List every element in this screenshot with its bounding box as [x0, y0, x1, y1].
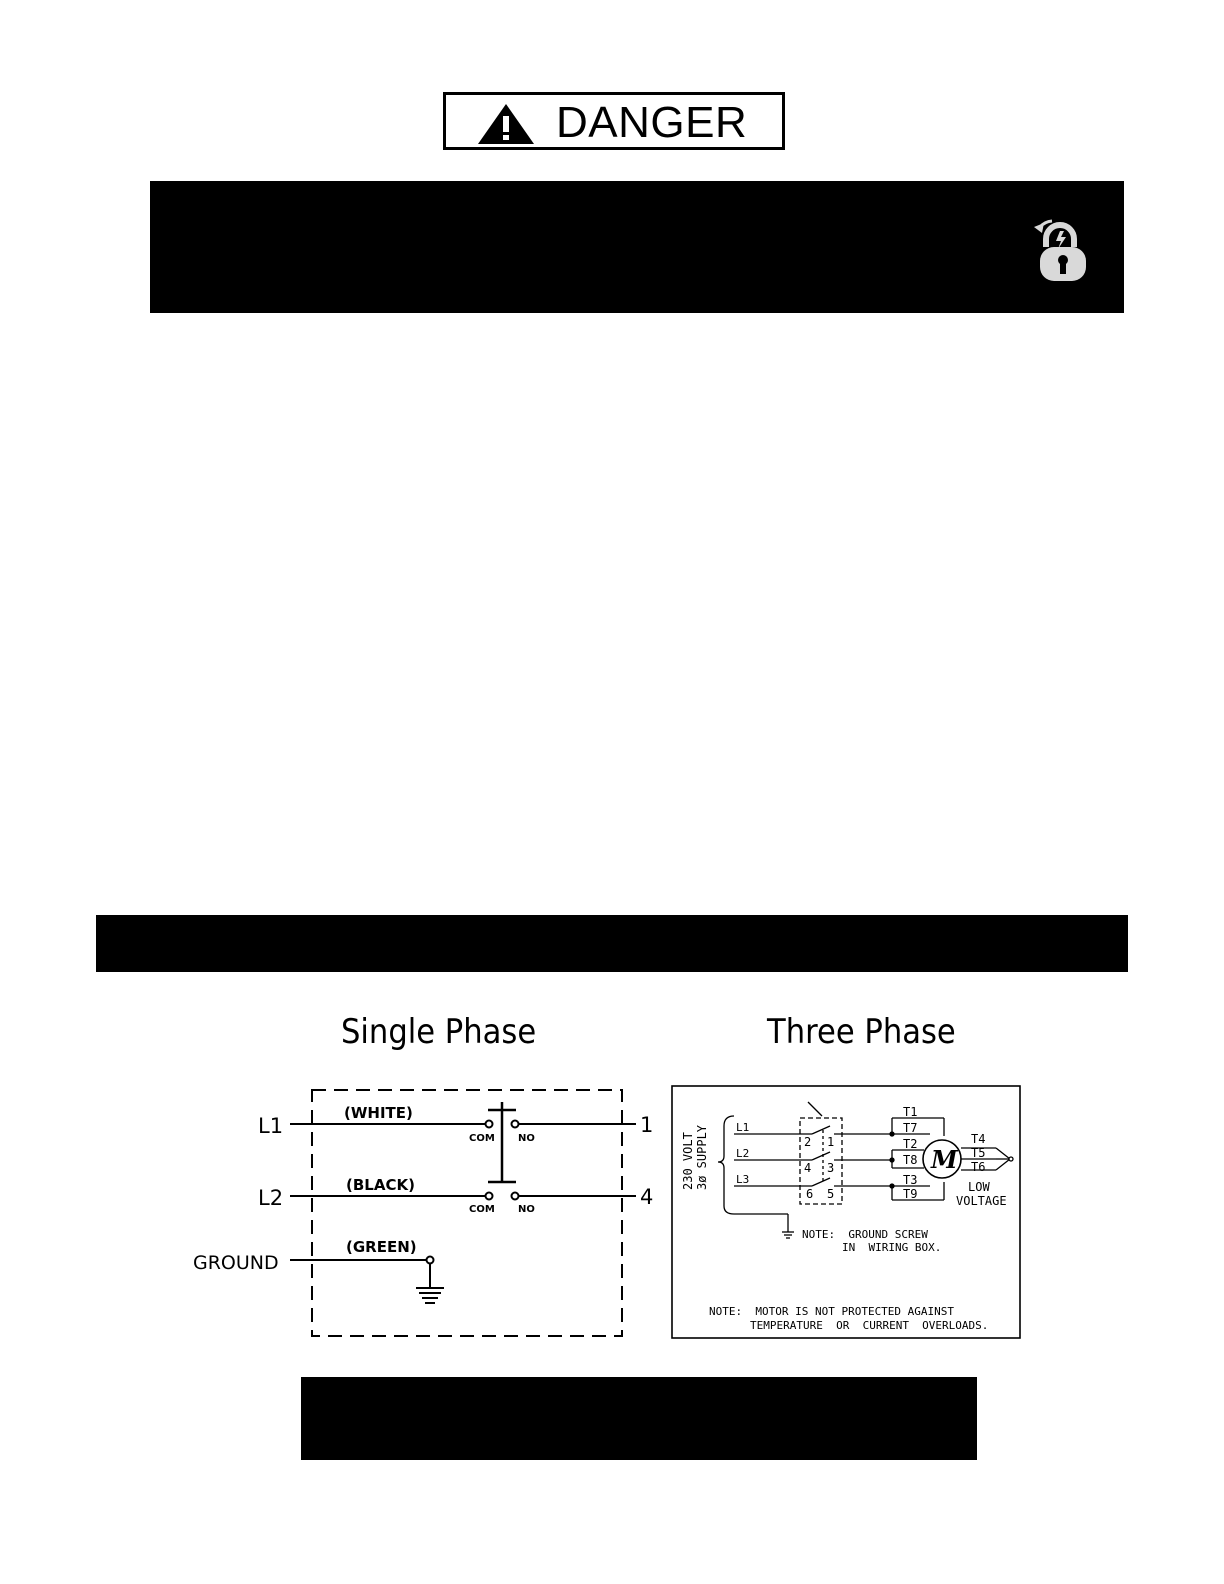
no-label-bottom: NO — [518, 1204, 535, 1215]
supply-voltage-label: 230 VOLT — [681, 1132, 695, 1190]
contact-5: 5 — [827, 1187, 835, 1201]
single-phase-title: Single Phase — [341, 1012, 537, 1052]
terminal-1-label: 1 — [640, 1113, 654, 1137]
no-label-top: NO — [518, 1133, 535, 1144]
three-phase-diagram — [672, 1086, 1020, 1338]
single-phase-diagram — [290, 1090, 636, 1336]
lead-t2: T2 — [903, 1137, 918, 1151]
three-phase-title: Three Phase — [767, 1012, 956, 1052]
lead-t7: T7 — [903, 1121, 918, 1135]
single-phase-labels — [193, 1104, 653, 1274]
signal-word: DANGER — [556, 98, 748, 147]
line-l2-label: L2 — [258, 1186, 284, 1210]
lead-t1: T1 — [903, 1105, 918, 1119]
wire-black-label: (BLACK) — [346, 1176, 415, 1194]
com-label-bottom: COM — [469, 1204, 495, 1215]
line-l2-label-3ph: L2 — [736, 1147, 750, 1160]
lead-t5: T5 — [971, 1146, 986, 1160]
lead-t8: T8 — [903, 1153, 918, 1167]
line-l1-label-3ph: L1 — [736, 1121, 750, 1134]
lead-t3: T3 — [903, 1173, 918, 1187]
footer-message-panel — [301, 1377, 977, 1460]
motor-note-line-2: TEMPERATURE OR CURRENT OVERLOADS. — [750, 1319, 989, 1332]
contact-1: 1 — [827, 1135, 835, 1149]
line-l3-label-3ph: L3 — [736, 1173, 750, 1186]
terminal-4-label: 4 — [640, 1185, 654, 1209]
lead-t9: T9 — [903, 1187, 918, 1201]
lead-t6: T6 — [971, 1160, 986, 1174]
line-l1-label: L1 — [258, 1114, 284, 1138]
voltage-label: VOLTAGE — [956, 1194, 1007, 1208]
supply-phase-label: 3ø SUPPLY — [695, 1124, 709, 1190]
ground-note-line-1: NOTE: GROUND SCREW — [802, 1228, 928, 1241]
low-label: LOW — [968, 1180, 990, 1194]
contact-3: 3 — [827, 1161, 835, 1175]
motor-note-line-1: NOTE: MOTOR IS NOT PROTECTED AGAINST — [709, 1305, 955, 1318]
contact-6: 6 — [806, 1187, 814, 1201]
switch-enclosure — [312, 1090, 622, 1336]
contact-2: 2 — [804, 1135, 812, 1149]
wire-white-label: (WHITE) — [344, 1104, 413, 1122]
lead-t4: T4 — [971, 1132, 986, 1146]
motor-symbol: M — [931, 1145, 958, 1174]
three-phase-labels — [681, 1105, 1007, 1332]
ground-label: GROUND — [193, 1252, 279, 1274]
com-label-top: COM — [469, 1133, 495, 1144]
ground-note-line-2: IN WIRING BOX. — [842, 1241, 942, 1254]
wire-green-label: (GREEN) — [346, 1238, 417, 1256]
contact-4: 4 — [804, 1161, 812, 1175]
